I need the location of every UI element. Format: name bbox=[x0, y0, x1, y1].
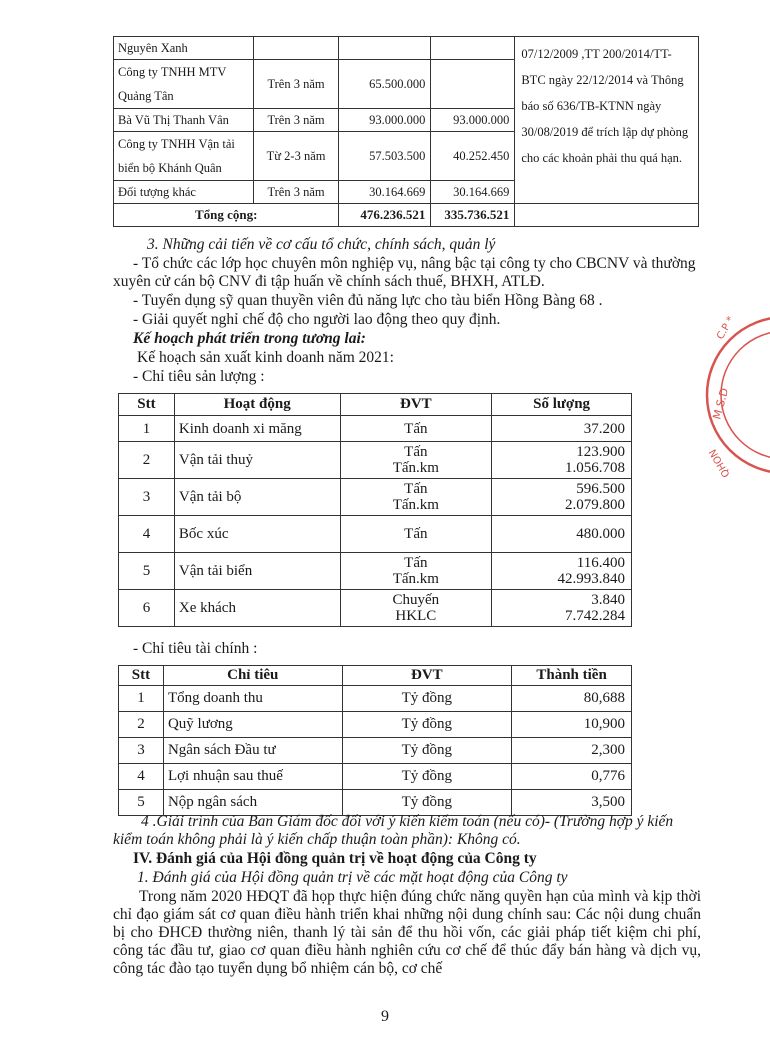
table-row: 4 Lợi nhuận sau thuế Tỷ đồng 0,776 bbox=[119, 764, 632, 790]
debtor-name: Đối tượng khác bbox=[114, 181, 254, 204]
svg-text:M.S.D: M.S.D bbox=[710, 386, 732, 421]
finance-label: - Chỉ tiêu tài chính : bbox=[133, 640, 258, 657]
total-provision: 335.736.521 bbox=[431, 204, 515, 227]
svg-text:QHON: QHON bbox=[707, 446, 733, 479]
section-3-paragraph-3: - Giải quyết nghỉ chế độ cho người lao động theo quy định. bbox=[133, 311, 501, 328]
plan-heading: Kế hoạch phát triển trong tương lai: bbox=[133, 330, 366, 347]
section-iv-subheading: 1. Đánh giá của Hội đồng quản trị về các mặt hoạt động của Công ty bbox=[137, 869, 568, 886]
page-number: 9 bbox=[381, 1008, 389, 1025]
plan-subheading: Kế hoạch sản xuất kinh doanh năm 2021: bbox=[137, 349, 394, 366]
provision-note: 07/12/2009 ,TT 200/2014/TT-BTC ngày 22/12/2014 và Thông báo số 636/TB-KTNN ngày 30/08/2019 để trích lập dự phòng cho các khoản phải thu quá hạn. bbox=[515, 37, 699, 204]
table-row: 2 Quỹ lương Tỷ đồng 10,900 bbox=[119, 712, 632, 738]
table-row: 6 Xe khách Chuyến HKLC 3.840 7.742.284 bbox=[119, 590, 632, 627]
table-row: Đối tượng khác Trên 3 năm 30.164.669 30.164.669 bbox=[114, 181, 699, 204]
table-row: 5 Nộp ngân sách Tỷ đồng 3,500 bbox=[119, 790, 632, 816]
total-label: Tổng cộng: bbox=[114, 204, 339, 227]
table-row: 3 Vận tải bộ Tấn Tấn.km 596.500 2.079.800 bbox=[119, 479, 632, 516]
total-amount: 476.236.521 bbox=[339, 204, 431, 227]
table-row: 5 Vận tải biển Tấn Tấn.km 116.400 42.993.840 bbox=[119, 553, 632, 590]
company-stamp-icon bbox=[700, 300, 770, 490]
section-3-paragraph-2: - Tuyển dụng sỹ quan thuyền viên đủ năng lực cho tàu biển Hồng Bàng 68 . bbox=[133, 292, 603, 309]
debtor-name: Bà Vũ Thị Thanh Vân bbox=[114, 109, 254, 132]
table-row: Công ty TNHH Vận tải biển bộ Khánh Quân Từ 2-3 năm 57.503.500 40.252.450 bbox=[114, 132, 699, 181]
table-row: Công ty TNHH MTV Quảng Tân Trên 3 năm 65.500.000 bbox=[114, 60, 699, 109]
section-4-text: 4 .Giải trình của Ban Giám đốc đối với ý kiến kiểm toán (nếu có)- (Trường hợp ý kiến kiểm toán không phải là ý kiến chấp thuận toàn phần): Không có. bbox=[113, 813, 674, 848]
section-3-paragraph-1: - Tổ chức các lớp học chuyên môn nghiệp vụ, nâng bậc tại công ty cho CBCNV và thường xuyên cử cán bộ CNV đi tập huấn về chính sách thuế, BHXH, ATLĐ. bbox=[113, 255, 696, 290]
section-iv-body: Trong năm 2020 HĐQT đã họp thực hiện đúng chức năng quyền hạn của mình và kịp thời chỉ đạo giám sát cơ quan điều hành triển khai những nội dung chính sau: Các nội dung chuẩn bị cho ĐHCĐ thường niên, thanh lý tài sản để thu hồi vốn, các giải pháp tiết kiệm chi phí, công tác đầu tư, giao cơ quan điều hành nghiên cứu cơ chế để thúc đẩy bán hàng và dịch vụ, công tác đào tạo tuyển dụng bổ nhiệm cán bộ, cơ chế bbox=[113, 888, 701, 977]
debtor-name: Công ty TNHH MTV Quảng Tân bbox=[114, 60, 254, 109]
debtor-name: Nguyên Xanh bbox=[114, 37, 254, 60]
receivables-table bbox=[113, 36, 699, 227]
output-label: - Chỉ tiêu sản lượng : bbox=[133, 368, 265, 385]
table-row: 1 Kinh doanh xi măng Tấn 37.200 bbox=[119, 416, 632, 442]
table-row: 3 Ngân sách Đầu tư Tỷ đồng 2,300 bbox=[119, 738, 632, 764]
table-row: Bà Vũ Thị Thanh Vân Trên 3 năm 93.000.000 93.000.000 bbox=[114, 109, 699, 132]
svg-text:C.P *: C.P * bbox=[715, 314, 737, 342]
table-row: 2 Vận tải thuỷ Tấn Tấn.km 123.900 1.056.708 bbox=[119, 442, 632, 479]
total-row bbox=[114, 204, 699, 227]
table-row: 4 Bốc xúc Tấn 480.000 bbox=[119, 516, 632, 553]
table-header-row: Stt Hoạt động ĐVT Số lượng bbox=[119, 394, 632, 416]
table-row: 1 Tổng doanh thu Tỷ đồng 80,688 bbox=[119, 686, 632, 712]
output-table bbox=[118, 393, 632, 627]
table-row bbox=[114, 37, 699, 60]
section-3-heading: 3. Những cải tiến về cơ cấu tổ chức, chính sách, quản lý bbox=[147, 236, 496, 253]
finance-table bbox=[118, 665, 632, 816]
section-iv-heading: IV. Đánh giá của Hội đồng quản trị về hoạt động của Công ty bbox=[133, 850, 537, 867]
table-header-row: Stt Chỉ tiêu ĐVT Thành tiền bbox=[119, 666, 632, 686]
debtor-name: Công ty TNHH Vận tải biển bộ Khánh Quân bbox=[114, 132, 254, 181]
